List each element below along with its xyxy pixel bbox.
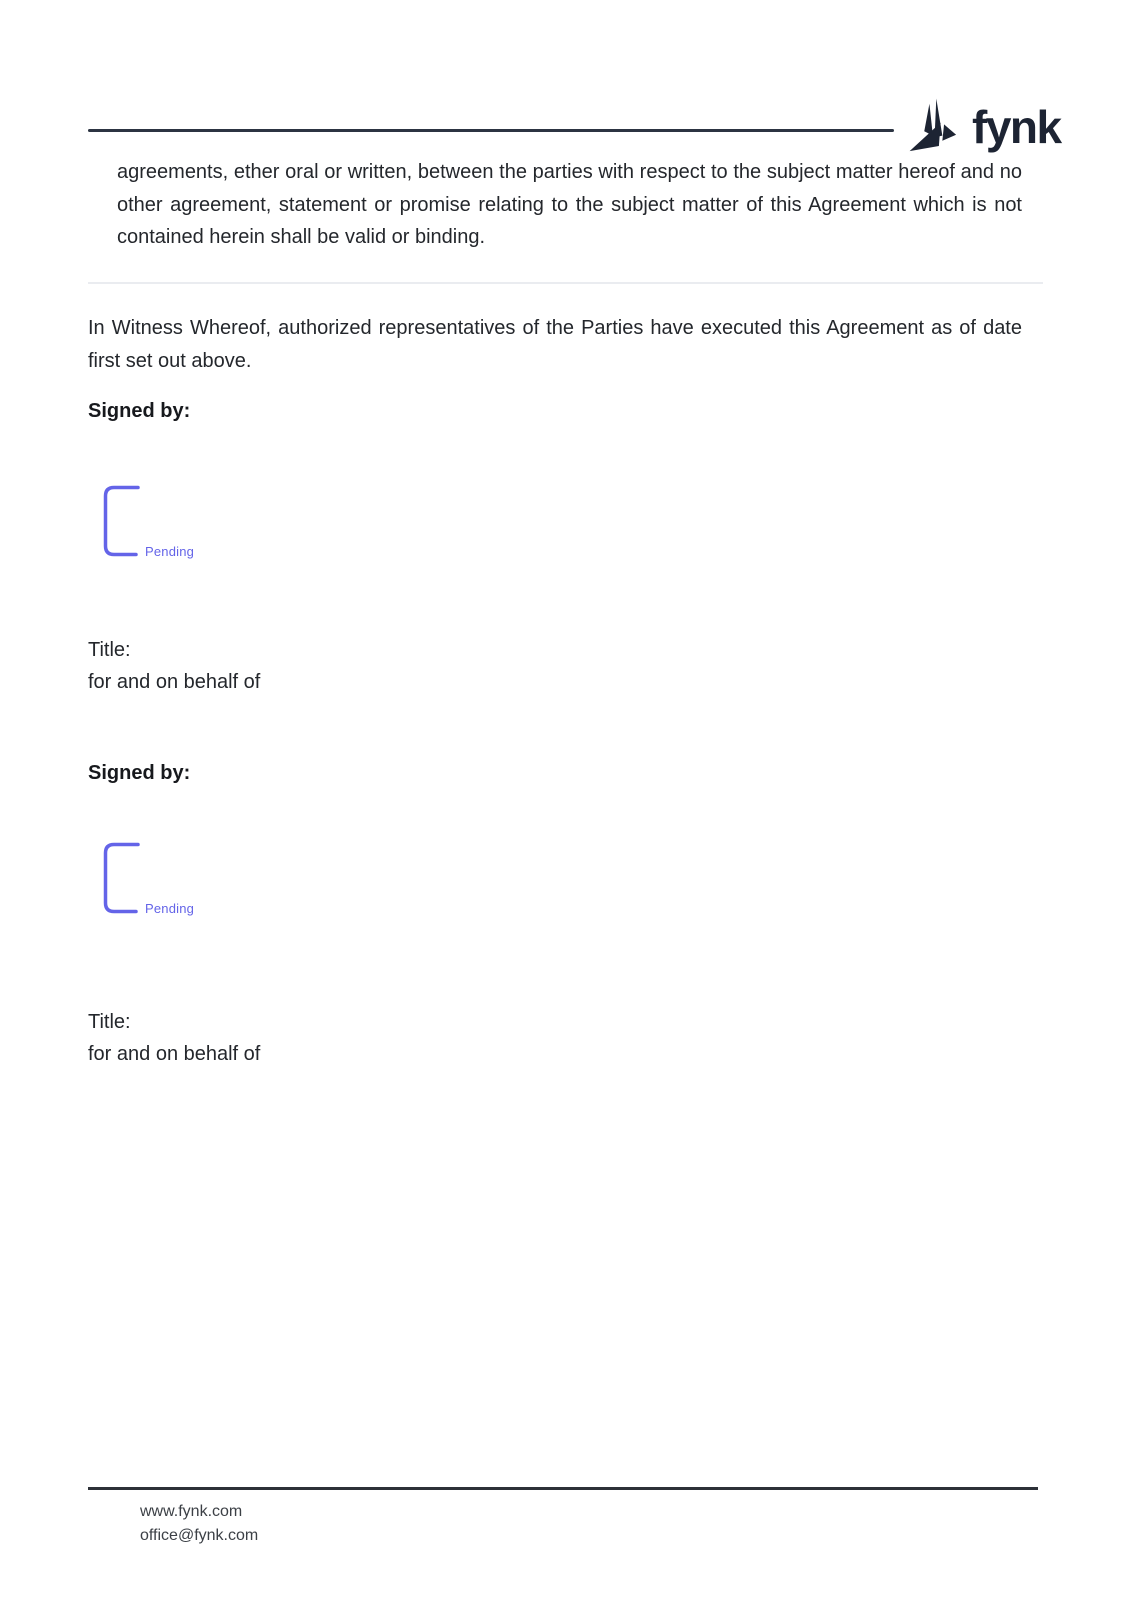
footer-email: office@fynk.com bbox=[140, 1527, 259, 1544]
footer bbox=[140, 1500, 258, 1548]
title-label-2: Title: bbox=[88, 1011, 131, 1033]
on-behalf-label-2: for and on behalf of bbox=[88, 1043, 261, 1065]
section-divider bbox=[88, 282, 1043, 284]
signature-status-badge: Pending bbox=[145, 901, 195, 916]
signed-by-heading-1: Signed by: bbox=[88, 400, 191, 422]
footer-rule bbox=[88, 1487, 1038, 1490]
clause-paragraph: agreements, ether oral or written, between the parties with respect to the subject matter hereof and no other agreement, statement or promise relating to the subject matter of this Agreement which is not contained herein shall be valid or binding. bbox=[117, 161, 1022, 248]
on-behalf-label-1: for and on behalf of bbox=[88, 671, 261, 693]
signed-by-heading-2: Signed by: bbox=[88, 762, 191, 784]
brand-logo bbox=[901, 96, 1061, 162]
signature-field-1[interactable] bbox=[101, 485, 301, 565]
origami-bird-icon bbox=[901, 95, 963, 164]
signature-bracket-icon bbox=[101, 544, 141, 561]
brand-name: fynk bbox=[972, 101, 1061, 153]
title-label-1: Title: bbox=[88, 639, 131, 661]
signature-status-badge: Pending bbox=[145, 544, 195, 559]
signature-field-2[interactable] bbox=[101, 842, 301, 922]
footer-website: www.fynk.com bbox=[140, 1503, 243, 1520]
signature-bracket-icon bbox=[101, 901, 141, 918]
header-rule bbox=[88, 129, 894, 132]
witness-paragraph: In Witness Whereof, authorized representatives of the Parties have executed this Agreement as of date first set out above. bbox=[88, 317, 1022, 372]
